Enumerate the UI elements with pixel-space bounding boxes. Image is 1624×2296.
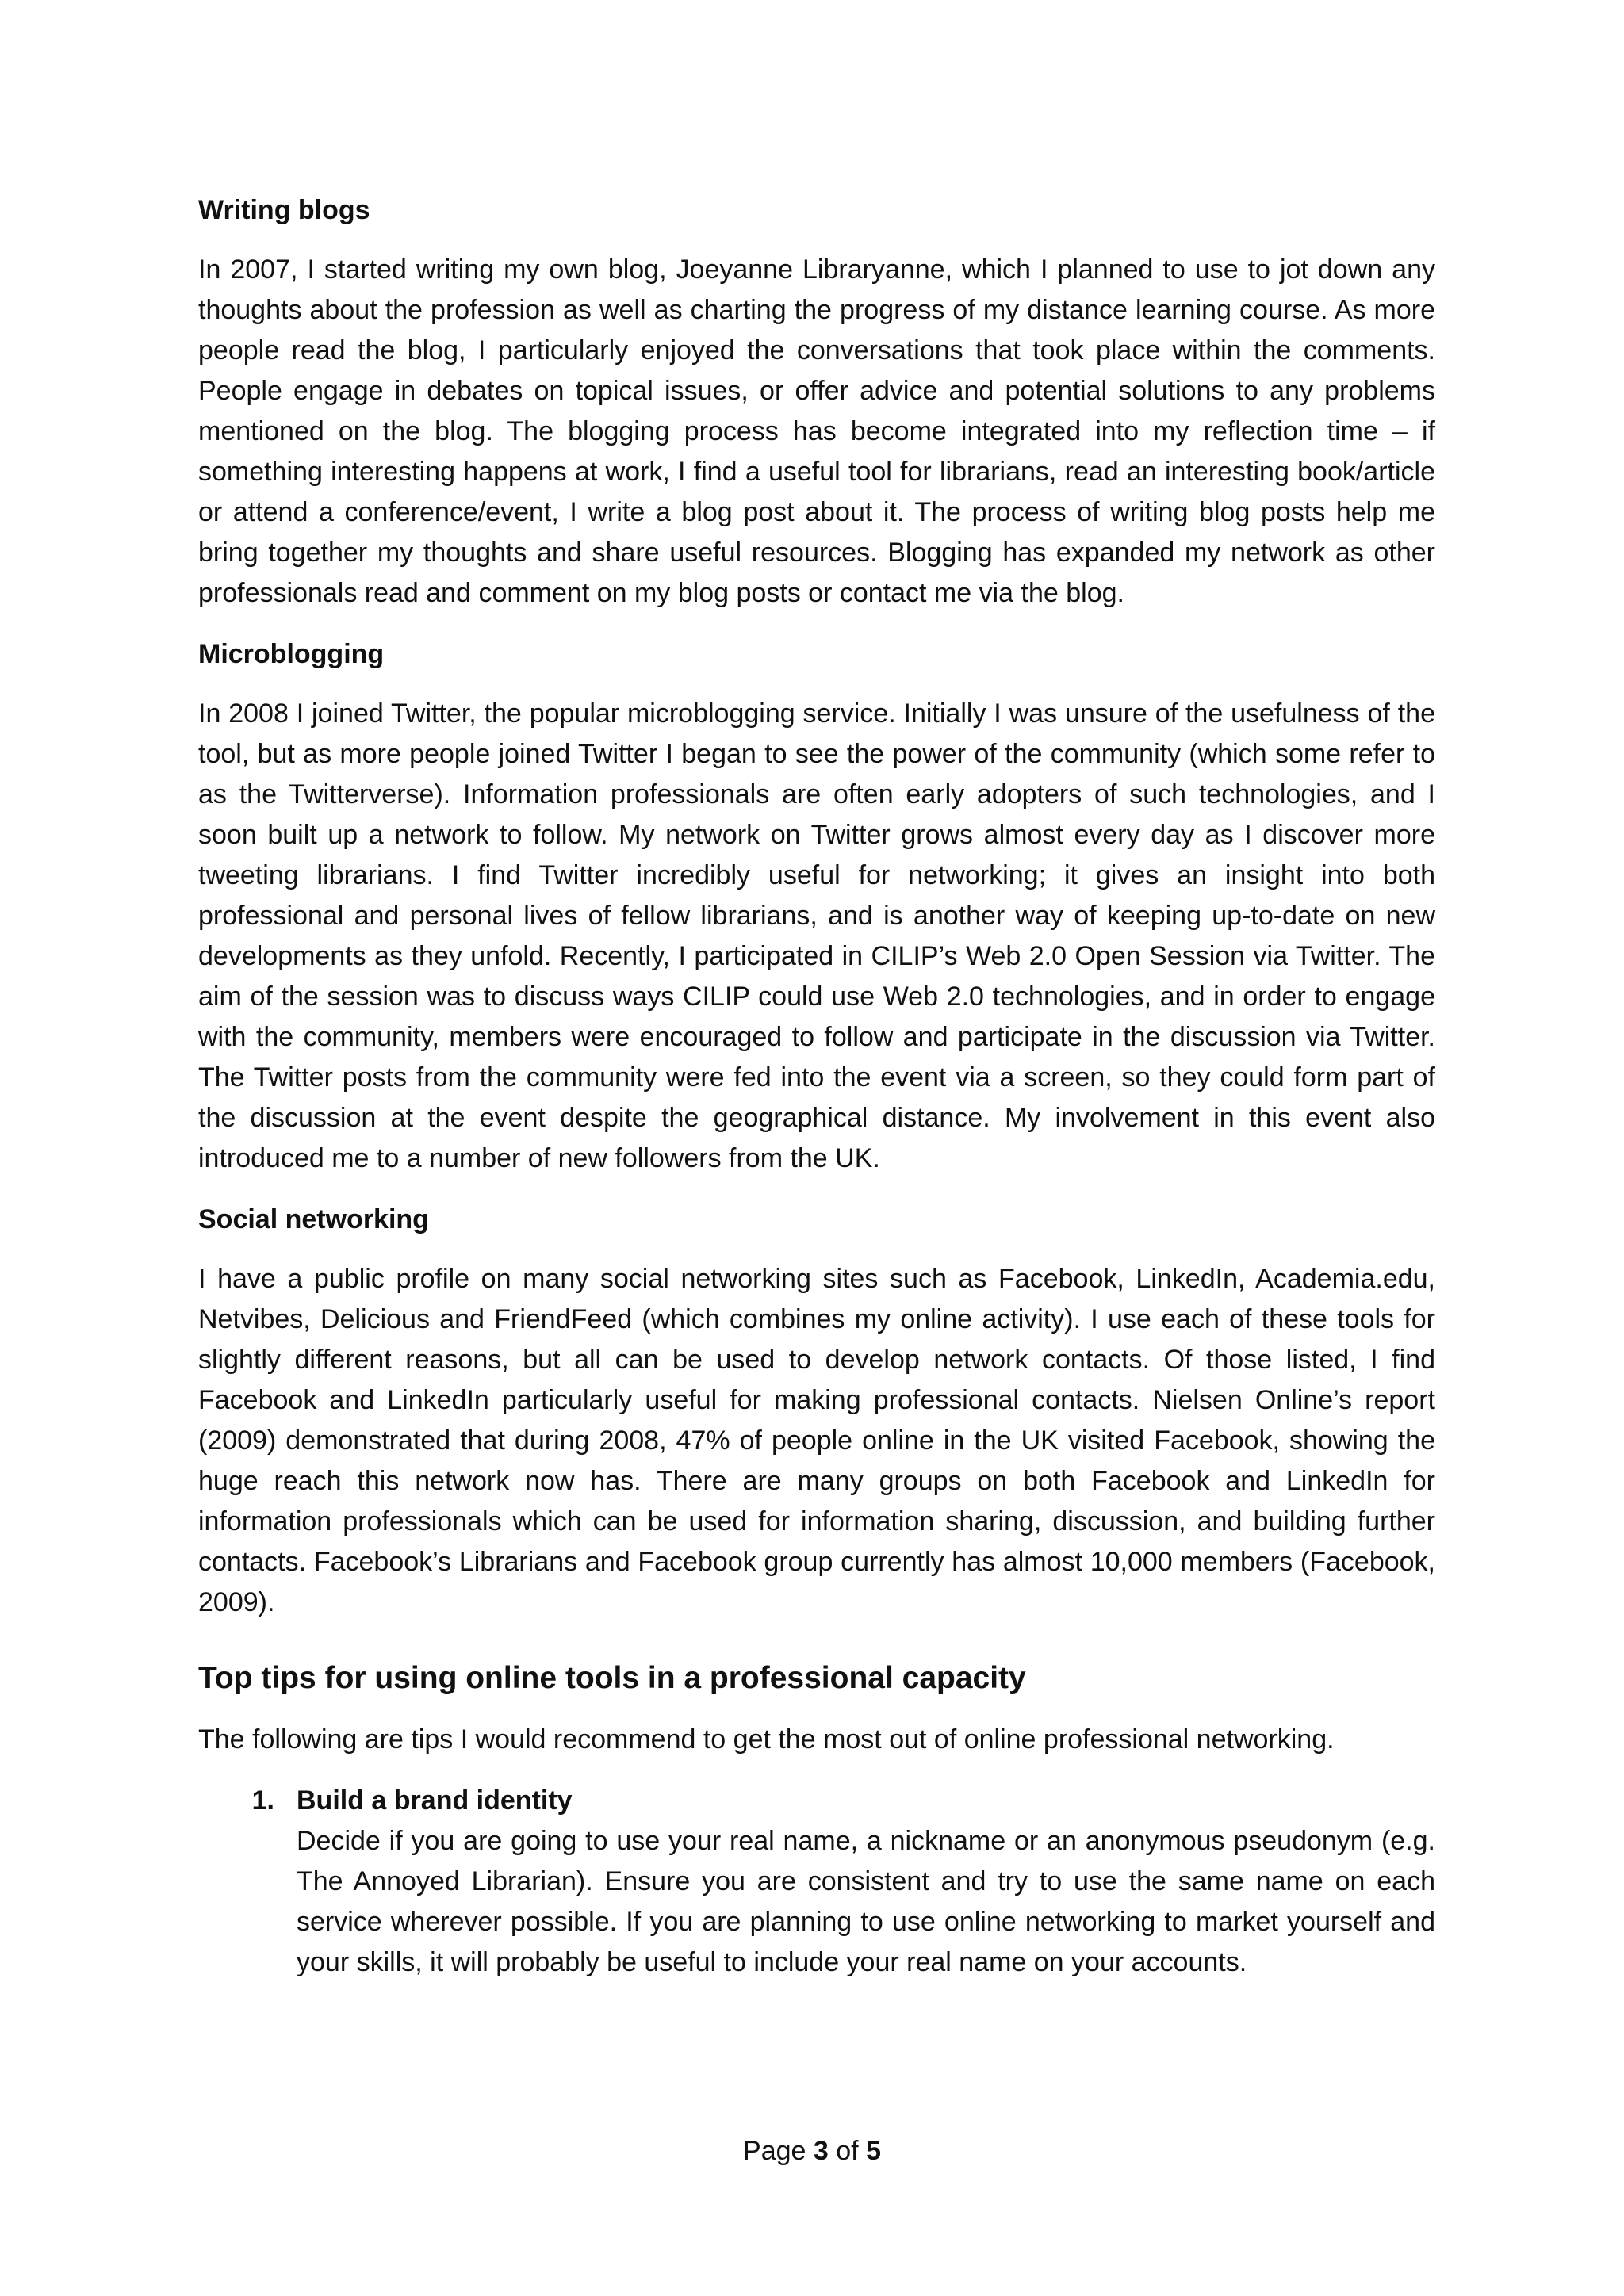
page-label: Page — [743, 2136, 806, 2166]
section-paragraph: I have a public profile on many social networking sites such as Facebook, LinkedIn, Academia.edu, Netvibes, Delicious and FriendFeed (which combines my online activity). I use each of these tools for slightly different reasons, but all can be used to develop network contacts. Of those listed, I find Facebook and LinkedIn particularly useful for making professional contacts. Nielsen Online’s report (2009) demonstrated that during 2008, 47% of people online in the UK visited Facebook, showing the huge reach this network now has. There are many groups on both Facebook and LinkedIn for information professionals which can be used for information sharing, discussion, and building further contacts. Facebook’s Librarians and Facebook group currently has almost 10,000 members (Facebook, 2009). — [198, 1264, 1435, 1617]
section-social-networking — [198, 1200, 1435, 1623]
section-microblogging — [198, 634, 1435, 1179]
tip-text: Decide if you are going to use your real name, a nickname or an anonymous pseudonym (e.g. The Annoyed Librarian). Ensure you are consistent and try to use the same name on each service wherever possible. If you are planning to use online networking to market yourself and your skills, it will probably be useful to include your real name on your accounts. — [297, 1826, 1435, 1977]
tip-number: 1. — [251, 1785, 274, 1816]
top-tips-intro: The following are tips I would recommend to get the most out of online professional networking. — [198, 1724, 1335, 1755]
section-paragraph: In 2008 I joined Twitter, the popular microblogging service. Initially I was unsure of the usefulness of the tool, but as more people joined Twitter I began to see the power of the community (which some refer to as the Twitterverse). Information professionals are often early adopters of such technologies, and I soon built up a network to follow. My network on Twitter grows almost every day as I discover more tweeting librarians. I find Twitter incredibly useful for networking; it gives an insight into both professional and personal lives of fellow librarians, and is another way of keeping up-to-date on new developments as they unfold. Recently, I participated in CILIP’s Web 2.0 Open Session via Twitter. The aim of the session was to discuss ways CILIP could use Web 2.0 technologies, and in order to engage with the community, members were encouraged to follow and participate in the discussion via Twitter. The Twitter posts from the community were fed into the event via a screen, so they could form part of the discussion at the event despite the geographical distance. My involvement in this event also introduced me to a number of new followers from the UK. — [198, 698, 1435, 1173]
tip-item — [198, 1781, 1435, 1983]
section-top-tips — [198, 1656, 1435, 1983]
section-heading: Writing blogs — [198, 195, 370, 225]
section-paragraph: In 2007, I started writing my own blog, Joeyanne Libraryanne, which I planned to use to jot down any thoughts about the profession as well as charting the progress of my distance learning course. As more people read the blog, I particularly enjoyed the conversations that took place within the comments. People engage in debates on topical issues, or offer advice and potential solutions to any problems mentioned on the blog. The blogging process has become integrated into my reflection time – if something interesting happens at work, I find a useful tool for librarians, read an interesting book/article or attend a conference/event, I write a blog post about it. The process of writing blog posts help me bring together my thoughts and share useful resources. Blogging has expanded my network as other professionals read and comment on my blog posts or contact me via the blog. — [198, 254, 1435, 608]
document-page — [198, 190, 1435, 1983]
current-page-number: 3 — [813, 2136, 829, 2166]
page-footer — [0, 2131, 1624, 2172]
total-page-count: 5 — [866, 2136, 881, 2166]
top-tips-heading: Top tips for using online tools in a professional capacity — [198, 1661, 1026, 1695]
tip-body — [297, 1781, 1435, 1983]
section-heading: Social networking — [198, 1204, 429, 1234]
tip-title: Build a brand identity — [297, 1785, 573, 1816]
section-heading: Microblogging — [198, 639, 385, 669]
section-writing-blogs — [198, 190, 1435, 614]
page-separator: of — [836, 2136, 859, 2166]
